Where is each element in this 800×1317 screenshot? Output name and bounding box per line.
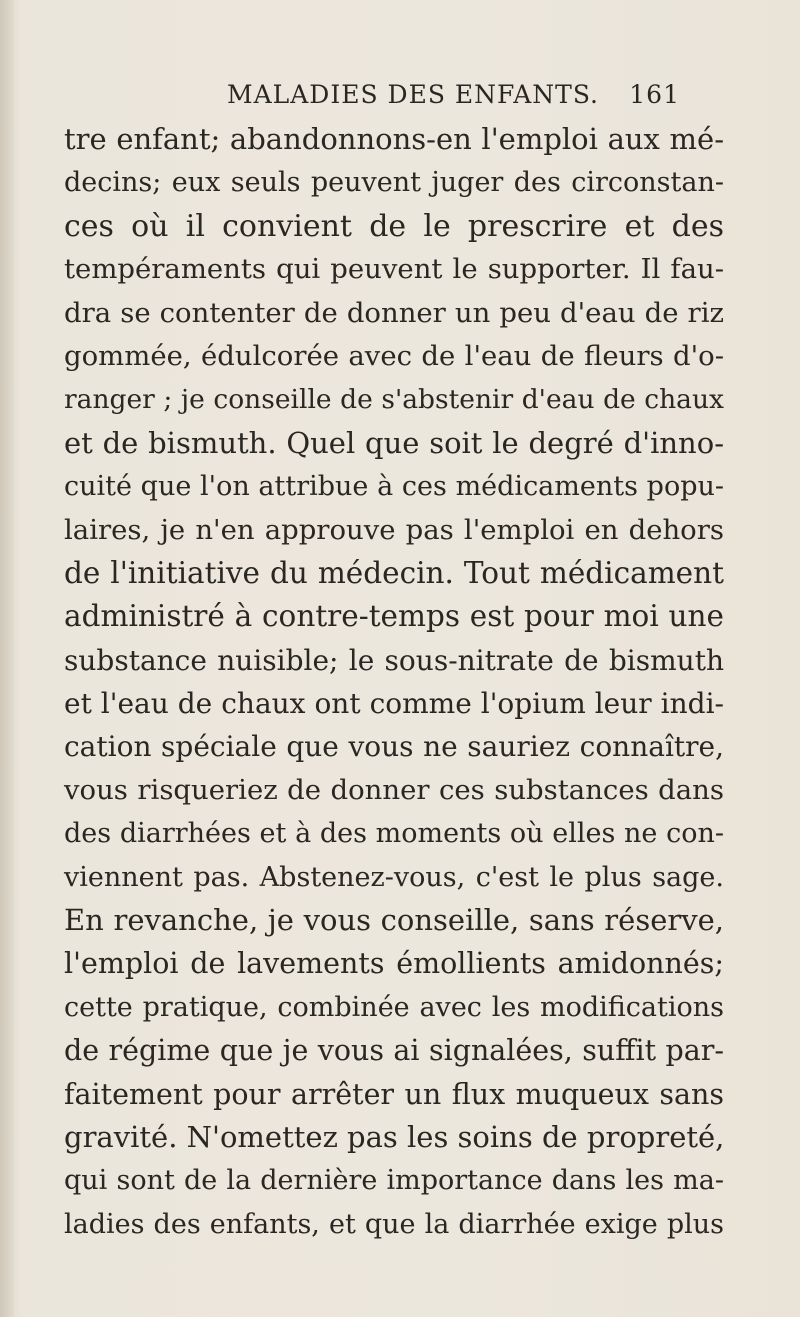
text-line: gravité. N'omettez pas les soins de propreté, [64, 1119, 725, 1154]
text-line: substance nuisible; le sous-nitrate de bismuth [64, 643, 724, 677]
text-line: laires, je n'en approuve pas l'emploi en dehors [64, 513, 724, 546]
text-line: tempéraments qui peuvent le supporter. Il fau- [64, 253, 724, 286]
text-line: cette pratique, combinée avec les modifications [64, 991, 724, 1023]
text-line: gommée, édulcorée avec de l'eau de fleurs d'o- [64, 339, 724, 372]
text-line: viennent pas. Abstenez-vous, c'est le plus sage. [64, 861, 724, 893]
text-line: dra se contenter de donner un peu d'eau de riz [64, 296, 724, 329]
text-line: administré à contre-temps est pour moi une [64, 599, 724, 634]
text-line: de l'initiative du médecin. Tout médicament [64, 555, 724, 590]
text-line: de régime que je vous ai signalées, suffit par- [64, 1034, 724, 1068]
text-line: vous risqueriez de donner ces substances dans [64, 773, 724, 806]
text-line: faitement pour arrêter un flux muqueux sans [64, 1077, 724, 1111]
text-line: En revanche, je vous conseille, sans réserve, [64, 903, 724, 938]
text-line: cation spéciale que vous ne sauriez connaître, [64, 730, 724, 764]
text-line: cuité que l'on attribue à ces médicaments popu- [64, 471, 724, 503]
text-line: ladies des enfants, et que la diarrhée exige plus [64, 1208, 724, 1240]
text-line: des diarrhées et à des moments où elles ne con- [64, 818, 724, 850]
text-line: ranger ; je conseille de s'abstenir d'eau de chaux [64, 384, 724, 416]
text-line: et de bismuth. Quel que soit le degré d'inno- [64, 425, 724, 460]
text-line: qui sont de la dernière importance dans les ma- [64, 1165, 724, 1197]
page-spine-edge [0, 0, 14, 1317]
text-line: ces où il convient de le prescrire et des [64, 208, 724, 244]
text-line: et l'eau de chaux ont comme l'opium leur indi- [64, 687, 724, 721]
running-header [227, 78, 680, 112]
text-line: tre enfant; abandonnons-en l'emploi aux mé- [64, 122, 724, 156]
body-paragraph [64, 118, 724, 1246]
page-number: 161 [629, 80, 680, 109]
running-title: MALADIES DES ENFANTS. [227, 80, 600, 109]
text-line: l'emploi de lavements émollients amidonnés; [64, 947, 724, 981]
text-line: decins; eux seuls peuvent juger des circonstan- [64, 167, 724, 199]
